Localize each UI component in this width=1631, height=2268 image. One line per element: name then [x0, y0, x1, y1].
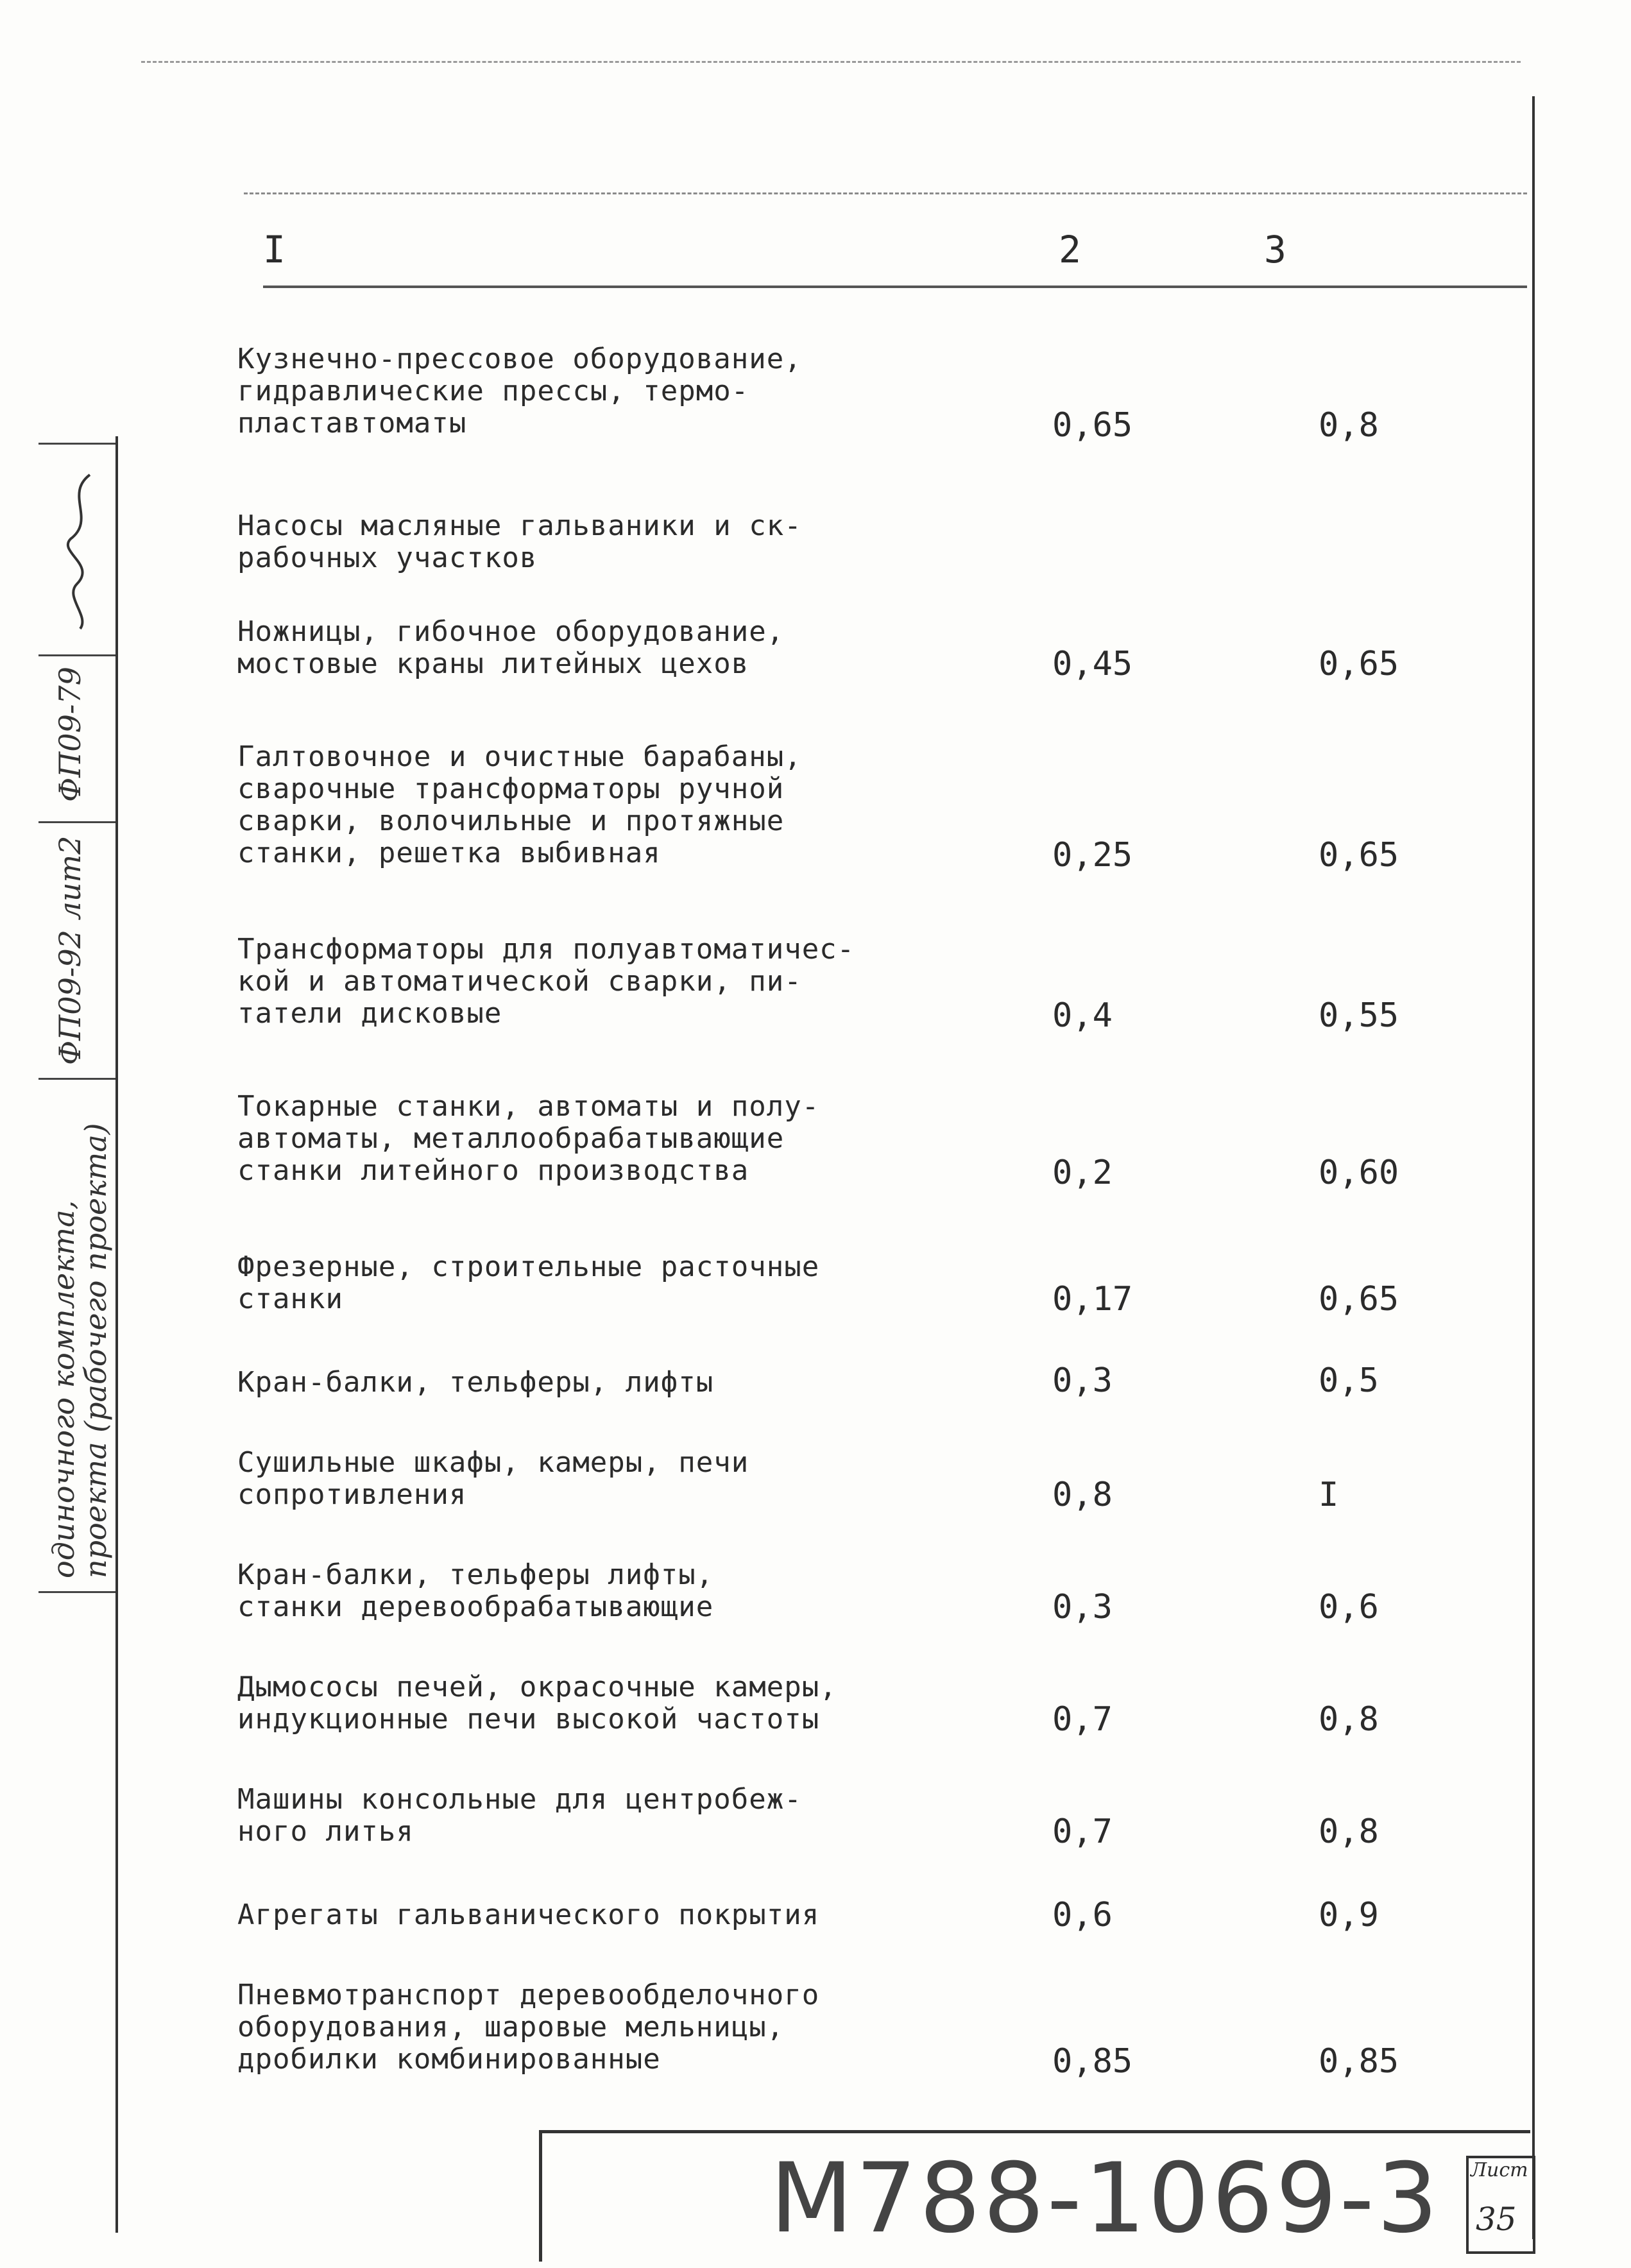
row-value-col2: 0,45 [1052, 645, 1133, 683]
row-description: Ножницы, гибочное оборудование, мостовые краны литейных цехов [237, 615, 785, 680]
row-value-col3: 0,60 [1319, 1154, 1399, 1192]
row-description: Кран-балки, тельферы лифты, станки деревообрабатывающие [237, 1558, 714, 1623]
row-value-col3: 0,8 [1319, 1812, 1379, 1851]
row-value-col3: 0,65 [1319, 1280, 1399, 1318]
row-value-col2: 0,65 [1052, 406, 1133, 445]
signature-mark [51, 468, 109, 635]
row-value-col2: 0,85 [1052, 2042, 1133, 2081]
row-value-col3: 0,8 [1319, 406, 1379, 445]
row-value-col2: 0,25 [1052, 836, 1133, 874]
stamp-field-4: проекта (рабочего проекта) [78, 1123, 113, 1578]
row-value-col3: 0,5 [1319, 1361, 1379, 1400]
row-description: Пневмотранспорт деревообделочного оборудования, шаровые мельницы, дробилки комбинированные [237, 1979, 820, 2076]
row-value-col3: 0,8 [1319, 1700, 1379, 1739]
row-value-col3: 0,85 [1319, 2042, 1399, 2081]
row-value-col3: 0,9 [1319, 1896, 1379, 1934]
row-value-col3: 0,65 [1319, 836, 1399, 874]
row-description: Токарные станки, автоматы и полу- автоматы, металлообрабатывающие станки литейного производства [237, 1090, 820, 1187]
left-frame-line [115, 436, 118, 2233]
top-edge-line [141, 61, 1521, 63]
row-description: Агрегаты гальванического покрытия [237, 1898, 820, 1931]
row-value-col3: 0,65 [1319, 645, 1399, 683]
stamp-field-3: одиночного комплекта, [46, 1200, 81, 1578]
row-description: Кран-балки, тельферы, лифты [237, 1366, 714, 1399]
row-value-col2: 0,6 [1052, 1896, 1113, 1934]
stamp-field-2: ФП09-92 лит2 [53, 835, 87, 1065]
row-value-col2: 0,8 [1052, 1476, 1113, 1514]
row-value-col2: 0,3 [1052, 1588, 1113, 1626]
row-description: Машины консольные для центробеж- ного литья [237, 1783, 802, 1848]
column-header-3: 3 [1264, 228, 1286, 271]
stamp-divider [38, 443, 115, 445]
row-value-col2: 0,3 [1052, 1361, 1113, 1400]
document-code: М788-1069-3 [770, 2143, 1441, 2255]
sheet-label: Лист [1471, 2159, 1528, 2181]
stamp-divider [38, 1078, 115, 1080]
row-description: Насосы масляные гальваники и ск- рабочных участков [237, 509, 802, 574]
stamp-divider [38, 654, 115, 656]
row-description: Галтовочное и очистные барабаны, сварочные трансформаторы ручной сварки, волочильные и протяжные станки, решетка выбивная [237, 740, 802, 869]
column-header-2: 2 [1059, 228, 1081, 271]
row-value-col2: 0,17 [1052, 1280, 1133, 1318]
stamp-field-1: ФП09-79 [53, 667, 87, 802]
row-value-col3: I [1319, 1476, 1339, 1514]
stamp-divider [38, 821, 115, 823]
row-description: Дымососы печей, окрасочные камеры, индукционные печи высокой частоты [237, 1671, 837, 1735]
row-description: Фрезерные, строительные расточные станки [237, 1250, 820, 1315]
table-top-line [244, 192, 1527, 194]
stamp-divider [38, 1591, 115, 1593]
row-value-col2: 0,2 [1052, 1154, 1113, 1192]
sheet-number: 35 [1476, 2201, 1517, 2238]
side-stamp [38, 443, 115, 2239]
row-description: Трансформаторы для полуавтоматичес- кой и автоматической сварки, пи- татели дисковые [237, 933, 855, 1030]
header-divider [263, 286, 1527, 288]
row-value-col3: 0,6 [1319, 1588, 1379, 1626]
row-description: Сушильные шкафы, камеры, печи сопротивления [237, 1446, 749, 1511]
column-header-1: I [263, 228, 286, 271]
row-value-col2: 0,7 [1052, 1812, 1113, 1851]
row-value-col2: 0,4 [1052, 996, 1113, 1035]
row-description: Кузнечно-прессовое оборудование, гидравлические прессы, термо- пластавтоматы [237, 343, 802, 439]
row-value-col3: 0,55 [1319, 996, 1399, 1035]
row-value-col2: 0,7 [1052, 1700, 1113, 1739]
right-frame-line [1532, 96, 1535, 2239]
